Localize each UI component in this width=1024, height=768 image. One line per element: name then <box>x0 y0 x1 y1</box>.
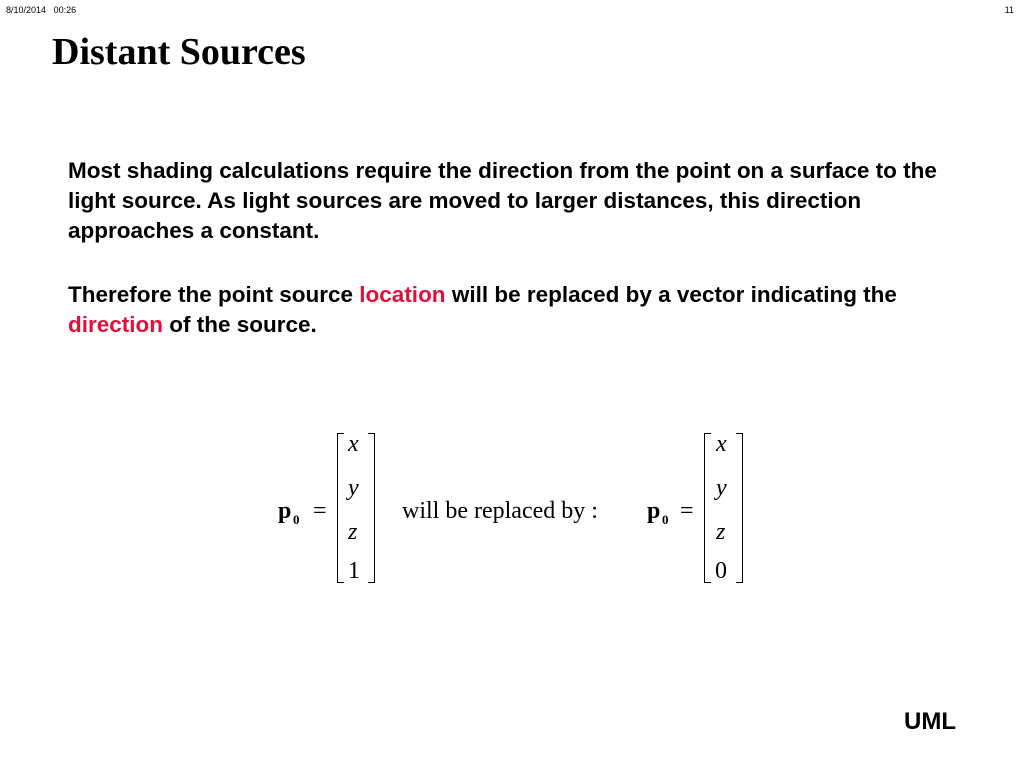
left-bracket-2 <box>704 433 711 583</box>
header-time: 00:26 <box>53 5 77 15</box>
vector1-y: y <box>348 475 359 501</box>
lhs-subscript-2: 0 <box>662 512 669 527</box>
equals-sign-1: = <box>313 498 327 524</box>
slide-body <box>68 156 968 340</box>
replaced-by-phrase: will be replaced by : <box>402 498 598 524</box>
highlight-location: location <box>359 282 446 307</box>
footer-label: UML <box>904 708 956 735</box>
equals-sign-2: = <box>680 498 694 524</box>
vector2-y: y <box>716 475 727 501</box>
paragraph-text-1: Therefore the point source <box>68 282 360 307</box>
right-bracket-2 <box>736 433 743 583</box>
lhs-subscript-1: 0 <box>293 512 300 527</box>
vector2-w: 0 <box>715 558 727 584</box>
header-page-number: 11 <box>1004 5 1014 15</box>
equation <box>0 425 1024 595</box>
left-bracket-1 <box>337 433 344 583</box>
vector1-w: 1 <box>348 558 360 584</box>
highlight-direction: direction <box>68 312 164 337</box>
paragraph-text-3: of the source. <box>163 312 317 337</box>
vector1-x: x <box>348 431 359 457</box>
header-date-time <box>6 5 76 15</box>
right-bracket-1 <box>368 433 375 583</box>
paragraph-text-2: will be replaced by a vector indicating the <box>445 282 897 307</box>
paragraph-shading: Most shading calculations require the direction from the point on a surface to the light source. As light sources are moved to larger distances, this direction approaches a constant. <box>68 158 937 243</box>
vector1-z: z <box>348 519 358 545</box>
paragraph-replacement <box>68 280 968 340</box>
lhs-symbol-1: p <box>278 498 292 524</box>
vector2-x: x <box>716 431 727 457</box>
vector2-z: z <box>716 519 726 545</box>
header-date: 8/10/2014 <box>6 5 47 15</box>
lhs-symbol-2: p <box>647 498 661 524</box>
slide-title: Distant Sources <box>52 31 306 73</box>
